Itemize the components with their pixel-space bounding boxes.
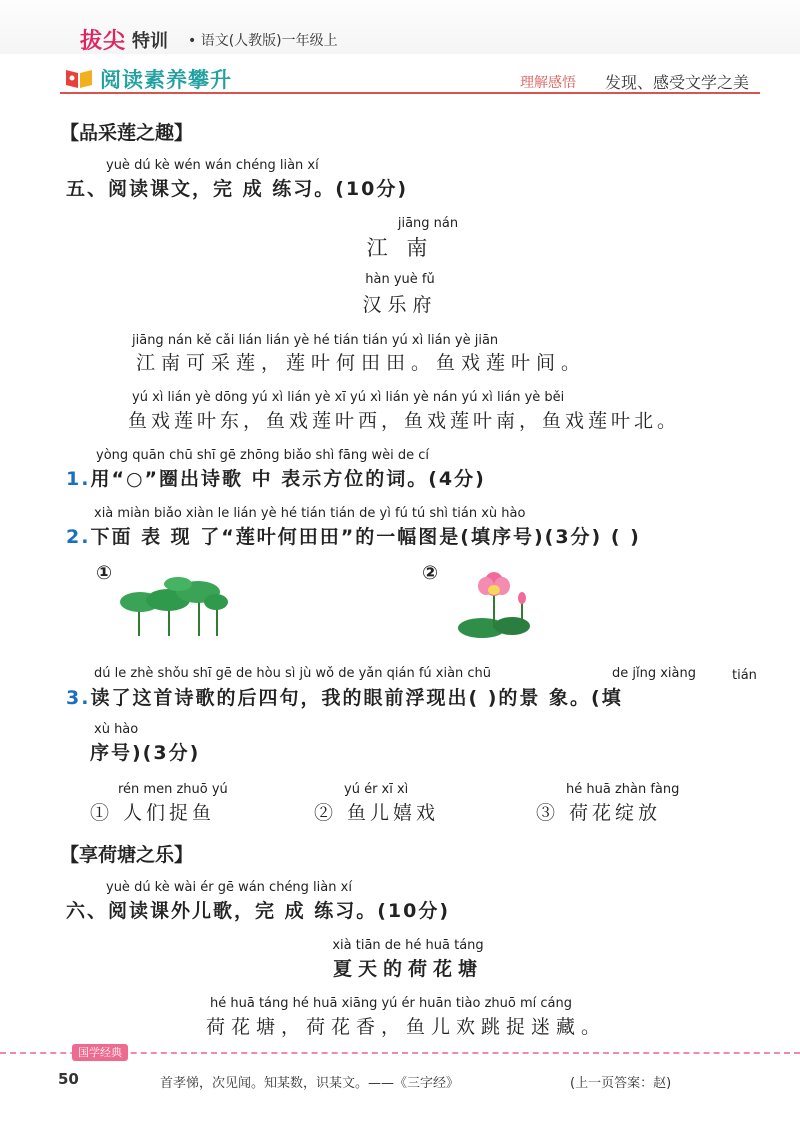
q2 xyxy=(66,522,641,549)
section-tagline: 发现、感受文学之美 xyxy=(605,73,750,92)
footer-badge: 国学经典 xyxy=(72,1044,128,1061)
poem-title-pinyin: jiāng nán xyxy=(397,216,459,231)
q1 xyxy=(66,464,486,491)
lotus-leaves-image xyxy=(118,570,228,638)
book-subtitle: • 语文(人教版)一年级上 xyxy=(188,33,338,49)
q3 xyxy=(66,683,623,710)
q3-cont: 序号)(3分) xyxy=(90,742,201,764)
page-number: 50 xyxy=(58,1070,79,1088)
q1-text: 用“○”圈出诗歌 中 表示方位的词。(4分) xyxy=(90,468,486,490)
part1-heading: 【品采莲之趣】 xyxy=(60,122,194,144)
song-title-pinyin: xià tiān de hé huā táng xyxy=(332,938,484,953)
brand-logo-a: 拔尖 xyxy=(80,29,127,54)
q1-number: 1. xyxy=(66,468,91,490)
q5-pinyin: yuè dú kè wén wán chéng liàn xí xyxy=(106,158,319,173)
section-title: 阅读素养攀升 xyxy=(100,68,232,92)
footer-quote: 首孝悌，次见闻。知某数，识某文。——《三字经》 xyxy=(160,1076,460,1091)
poem-title: 江 南 xyxy=(366,236,434,260)
option-1: ① 人们捉鱼 xyxy=(90,802,216,824)
option-2-pinyin: yú ér xī xì xyxy=(344,782,409,797)
poem-line1: 江南可采莲，莲叶何田田。鱼戏莲叶间。 xyxy=(136,352,587,374)
poem-author-pinyin: hàn yuè fǔ xyxy=(365,272,435,287)
option-3: ③ 荷花绽放 xyxy=(536,802,662,824)
book-icon xyxy=(64,66,94,90)
q2-number: 2. xyxy=(66,526,91,548)
q3-pinyin-c: tián xyxy=(732,668,757,683)
part2-heading: 【享荷塘之乐】 xyxy=(60,844,194,866)
q3-pinyin-b: de jǐng xiàng xyxy=(612,666,696,681)
lotus-flower-image xyxy=(456,566,532,640)
q2-pinyin: xià miàn biǎo xiàn le lián yè hé tián tián de yì fú tú shì tián xù hào xyxy=(94,506,526,521)
option-image-2-label: ② xyxy=(422,562,441,584)
option-image-1-label: ① xyxy=(96,562,115,584)
song-title: 夏天的荷花塘 xyxy=(332,958,483,980)
q6-pinyin: yuè dú kè wài ér gē wán chéng liàn xí xyxy=(106,880,352,895)
q3-number: 3. xyxy=(66,687,91,709)
previous-answer: (上一页答案：赵) xyxy=(570,1076,672,1091)
option-3-pinyin: hé huā zhàn fàng xyxy=(566,782,680,797)
q1-pinyin: yòng quān chū shī gē zhōng biǎo shì fāng wèi de cí xyxy=(96,448,429,463)
song-line1: 荷花塘，荷花香，鱼儿欢跳捉迷藏。 xyxy=(206,1016,607,1038)
poem-line2: 鱼戏莲叶东，鱼戏莲叶西，鱼戏莲叶南，鱼戏莲叶北。 xyxy=(128,410,681,432)
poem-line1-pinyin: jiāng nán kě cǎi lián lián yè hé tián tián yú xì lián yè jiān xyxy=(132,333,499,348)
q6-title: 六、阅读课外儿歌，完 成 练习。(10分) xyxy=(66,900,451,922)
song-line1-pinyin: hé huā táng hé huā xiāng yú ér huān tiào zhuō mí cáng xyxy=(210,996,572,1011)
poem-author: 汉乐府 xyxy=(362,294,438,316)
option-1-pinyin: rén men zhuō yú xyxy=(118,782,228,797)
q3-cont-pinyin: xù hào xyxy=(94,722,139,737)
q3-text: 读了这首诗歌的后四句，我的眼前浮现出( )的景 象。(填 xyxy=(90,687,623,709)
poem-line2-pinyin: yú xì lián yè dōng yú xì lián yè xī yú xì lián yè nán yú xì lián yè běi xyxy=(132,390,565,405)
q2-text: 下面 表 现 了“莲叶何田田”的一幅图是(填序号)(3分) ( ) xyxy=(90,526,641,548)
section-tag: 理解感悟 xyxy=(520,75,576,91)
q3-pinyin: dú le zhè shǒu shī gē de hòu sì jù wǒ de yǎn qián fú xiàn chū xyxy=(94,666,492,681)
option-2: ② 鱼儿嬉戏 xyxy=(314,802,440,824)
q5-title: 五、阅读课文，完 成 练习。(10分) xyxy=(66,178,409,200)
brand-logo-b: 特训 xyxy=(132,31,168,52)
